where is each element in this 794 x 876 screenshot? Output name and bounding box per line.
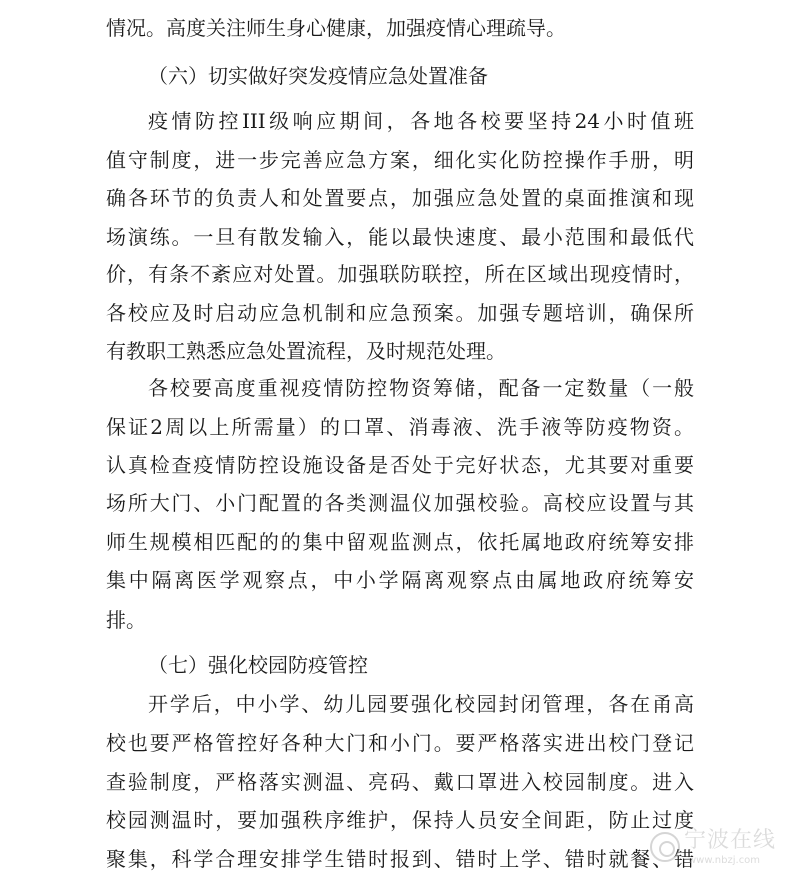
text-line: 校园测温时，要加强秩序维护，保持人员安全间距，防止过度 <box>106 808 694 832</box>
text-line: 校也要严格管控好各种大门和小门。要严格落实进出校门登记 <box>106 731 694 755</box>
text-line: 价，有条不紊应对处置。加强联防联控，所在区域出现疫情时， <box>106 262 694 286</box>
text-line: 集中隔离医学观察点，中小学隔离观察点由属地政府统筹安 <box>106 568 694 592</box>
text-line: 开学后，中小学、幼儿园要强化校园封闭管理，各在甬高 <box>148 692 694 716</box>
text-line: 保证2周以上所需量）的口罩、消毒液、洗手液等防疫物资。 <box>106 415 694 439</box>
text-line: 聚集，科学合理安排学生错时报到、错时上学、错时就餐、错 <box>106 847 694 871</box>
text-line: 有教职工熟悉应急处置流程，及时规范处理。 <box>106 339 506 363</box>
text-line: 查验制度，严格落实测温、亮码、戴口罩进入校园制度。进入 <box>106 770 694 794</box>
text-line: 疫情防控III级响应期间，各地各校要坚持24小时值班 <box>148 109 694 133</box>
section-heading: （七）强化校园防疫管控 <box>148 653 368 677</box>
text-line: 各校要高度重视疫情防控物资筹储，配备一定数量（一般 <box>148 376 694 400</box>
text-line: 值守制度，进一步完善应急方案，细化实化防控操作手册，明 <box>106 148 694 172</box>
text-line: 场演练。一旦有散发输入，能以最快速度、最小范围和最低代 <box>106 225 694 249</box>
watermark-title: 宁波在线 <box>684 828 777 853</box>
section-heading: （六）切实做好突发疫情应急处置准备 <box>148 64 488 88</box>
text-line: 情况。高度关注师生身心健康，加强疫情心理疏导。 <box>106 16 566 40</box>
text-line: 场所大门、小门配置的各类测温仪加强校验。高校应设置与其 <box>106 491 694 515</box>
watermark-url: www.nbzj.com <box>688 855 761 866</box>
text-line: 师生规模相匹配的的集中留观监测点，依托属地政府统筹安排 <box>106 530 694 554</box>
text-line: 认真检查疫情防控设施设备是否处于完好状态，尤其要对重要 <box>106 453 694 477</box>
text-line: 各校应及时启动应急机制和应急预案。加强专题培训，确保所 <box>106 301 694 325</box>
site-logo-icon <box>650 832 680 862</box>
text-line: 排。 <box>106 608 146 632</box>
text-line: 确各环节的负责人和处置要点，加强应急处置的桌面推演和现 <box>106 186 694 210</box>
site-watermark <box>650 828 780 868</box>
